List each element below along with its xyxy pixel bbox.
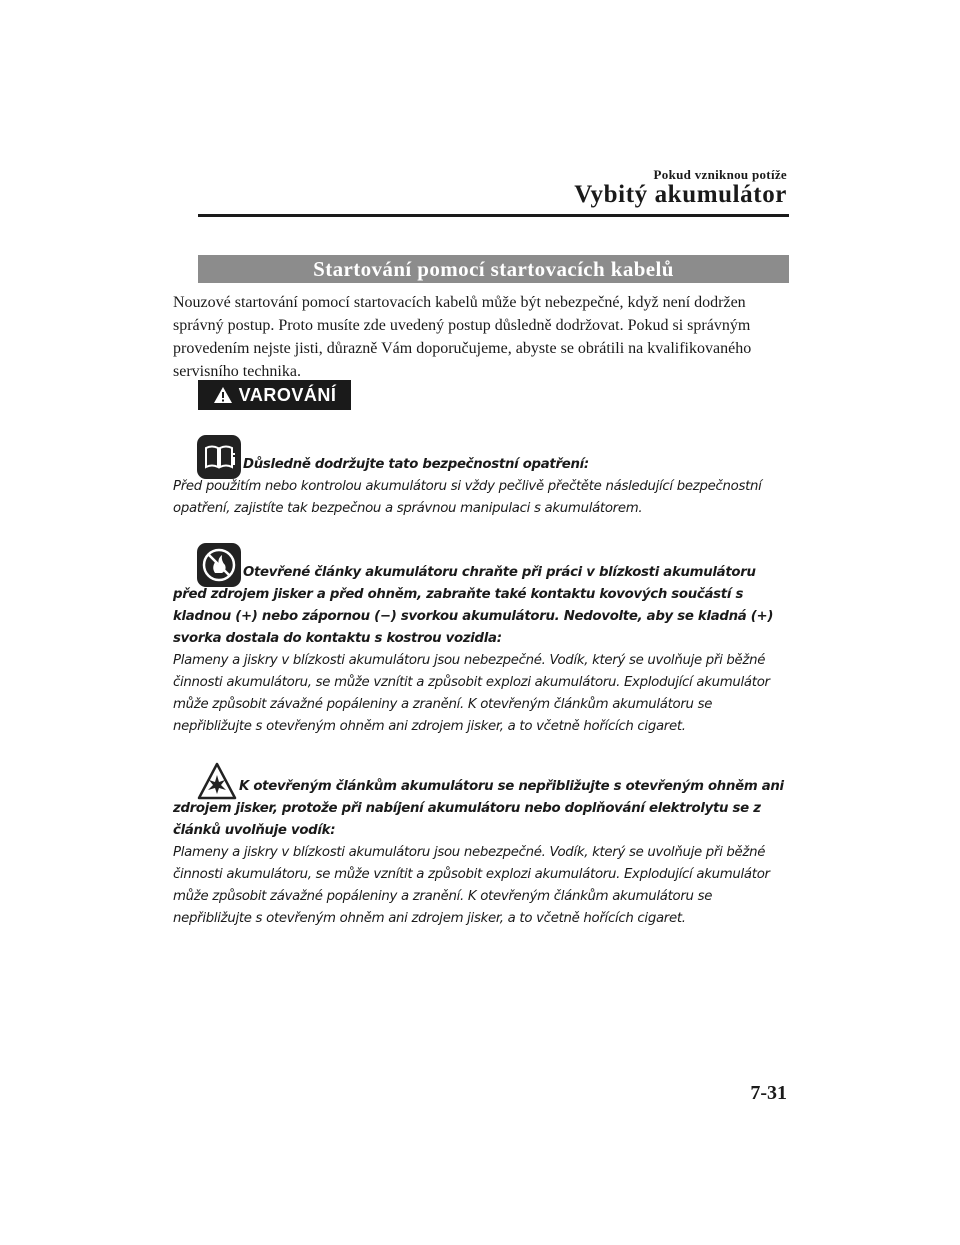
header-divider	[198, 214, 789, 217]
page-number: 7-31	[750, 1082, 787, 1104]
subsection-banner: Startování pomocí startovacích kabelů	[198, 255, 789, 283]
warning-item-explosion	[173, 760, 785, 930]
warning-body: Před použitím nebo kontrolou akumulátoru si vždy pečlivě přečtěte následující bezpečnostní opatření, zajistíte tak bezpečnou a správnou manipulaci s akumulátorem.	[173, 479, 762, 516]
warning-lead-text: Důsledně dodržujte tato bezpečnostní opatření:	[243, 457, 589, 472]
warning-lead-text: Otevřené články akumulátoru chraňte při práci v blízkosti akumulátoru před zdrojem jisker a před ohněm, zabraňte také kontaktu kovových součástí s kladnou (+) nebo zápornou (−) svorkou akumulátoru. Nedovolte, aby se kladná (+) svorka dostala do kontaktu s kostrou vozidla:	[173, 565, 774, 646]
chapter-title: Pokud vzniknou potíže	[653, 167, 787, 182]
warning-label-text: VAROVÁNÍ	[238, 384, 337, 405]
no-open-flame-icon	[197, 543, 241, 587]
warning-label	[198, 380, 351, 410]
warning-lead	[173, 540, 785, 650]
warning-lead	[173, 432, 785, 476]
warning-triangle-icon	[213, 386, 233, 404]
warning-item-no-flame	[173, 540, 785, 738]
explosion-hazard-icon	[197, 762, 237, 800]
warning-lead	[173, 760, 785, 842]
manual-book-icon	[197, 435, 241, 479]
warning-item-manual	[173, 432, 785, 520]
warning-lead-text: K otevřeným článkům akumulátoru se nepřibližujte s otevřeným ohněm ani zdrojem jisker, protože při nabíjení akumulátoru nebo doplňování elektrolytu se z článků uvolňuje vodík:	[173, 779, 784, 838]
section-title: Vybitý akumulátor	[574, 181, 787, 208]
warning-body: Plameny a jiskry v blízkosti akumulátoru jsou nebezpečné. Vodík, který se uvolňuje při běžné činnosti akumulátoru, se může vznítit a způsobit explozi akumulátoru. Explodující akumulátor může způsobit závažné popáleniny a zranění. K otevřeným článkům akumulátoru se nepřibližujte s otevřeným ohněm ani zdrojem jisker, a to včetně hořících cigaret.	[173, 845, 770, 926]
intro-paragraph: Nouzové startování pomocí startovacích kabelů může být nebezpečné, když není dodržen správný postup. Proto musíte zde uvedený postup důsledně dodržovat. Pokud si správným provedením nejste jisti, důrazně Vám doporučujeme, abyste se obrátili na kvalifikovaného servisního technika.	[173, 294, 752, 380]
warning-body: Plameny a jiskry v blízkosti akumulátoru jsou nebezpečné. Vodík, který se uvolňuje při běžné činnosti akumulátoru, se může vznítit a způsobit explozi akumulátoru. Explodující akumulátor může způsobit závažné popáleniny a zranění. K otevřeným článkům akumulátoru se nepřibližujte s otevřeným ohněm ani zdrojem jisker, a to včetně hořících cigaret.	[173, 653, 770, 734]
